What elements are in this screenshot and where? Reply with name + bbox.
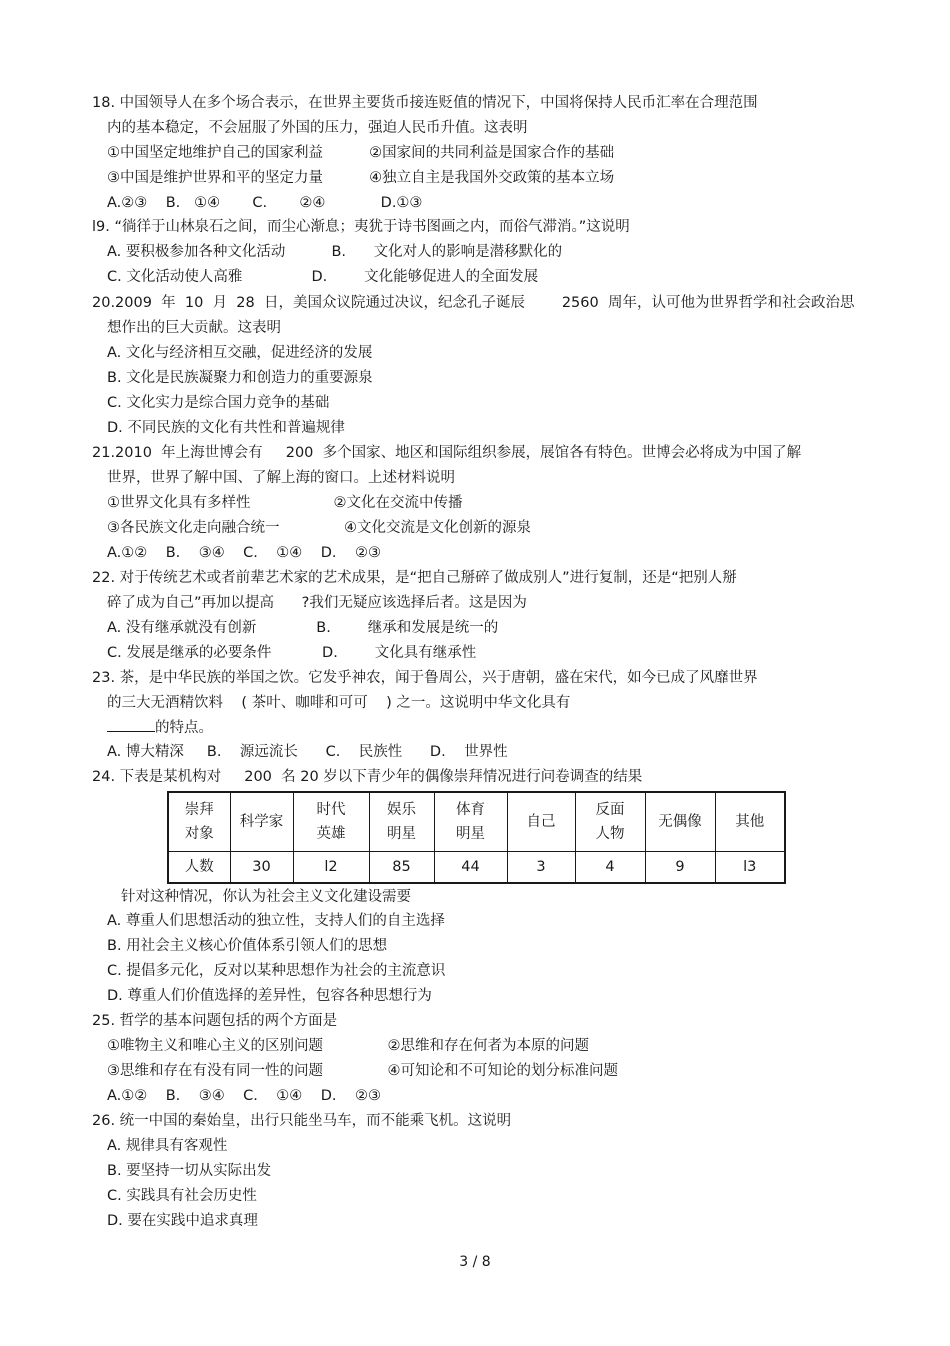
q23-options: A. 博大精深 B. 源远流长 C. 民族性 D. 世界性: [107, 744, 508, 760]
q26-option-c: C. 实践具有社会历史性: [107, 1188, 257, 1204]
q20-option-a: A. 文化与经济相互交融，促进经济的发展: [107, 345, 373, 361]
q20-stem-line2: 想作出的巨大贡献。这表明: [107, 320, 281, 336]
q21-statements-1: ①世界文化具有多样性 ②文化在交流中传播: [107, 495, 463, 511]
q19-options-cd: C. 文化活动使人高雅 D. 文化能够促进人的全面发展: [107, 269, 539, 285]
table-value-cell: 人数: [168, 852, 230, 884]
q24-stem: 24. 下表是某机构对 200 名 20 岁以下青少年的偶像崇拜情况进行问卷调查的结果: [92, 769, 643, 785]
answer-blank: [107, 717, 155, 732]
q19-stem: l9. “徜徉于山林泉石之间，而尘心渐息；夷犹于诗书图画之内，而俗气滞消。”这说明: [92, 219, 630, 235]
table-value-row: [168, 852, 785, 884]
survey-table: [167, 791, 786, 884]
table-value-cell: l3: [715, 852, 785, 884]
q23-stem-line1: 23. 茶，是中华民族的举国之饮。它发乎神农，闻于鲁周公，兴于唐朝，盛在宋代，如今已成了风靡世界: [92, 670, 758, 686]
q23-stem-line3: [107, 717, 213, 738]
table-header-cell: 科学家: [230, 792, 293, 852]
q23-stem-line3-text: 的特点。: [155, 720, 213, 736]
q21-stem-line1: 21.2010 年上海世博会有 200 多个国家、地区和国际组织参展，展馆各有特色。世博会必将成为中国了解: [92, 445, 802, 461]
table-value-cell: 85: [369, 852, 434, 884]
q26-stem: 26. 统一中国的秦始皇，出行只能坐马车，而不能乘飞机。这说明: [92, 1113, 512, 1129]
table-value-cell: 9: [645, 852, 715, 884]
q26-option-b: B. 要坚持一切从实际出发: [107, 1163, 272, 1179]
q21-statements-2: ③各民族文化走向融合统一 ④文化交流是文化创新的源泉: [107, 520, 532, 536]
q18-stem-line2: 内的基本稳定，不会屈服了外国的压力，强迫人民币升值。这表明: [107, 120, 528, 136]
table-header-cell: 其他: [715, 792, 785, 852]
q24-option-a: A. 尊重人们思想活动的独立性，支持人们的自主选择: [107, 913, 445, 929]
table-header-cell: 自己: [507, 792, 575, 852]
q24-prompt: 针对这种情况，你认为社会主义文化建设需要: [121, 889, 411, 905]
q18-statements-1: ①中国坚定地维护自己的国家利益 ②国家间的共同利益是国家合作的基础: [107, 145, 615, 161]
q24-option-b: B. 用社会主义核心价值体系引领人们的思想: [107, 938, 388, 954]
q25-options: A.①② B. ③④ C. ①④ D. ②③: [107, 1088, 381, 1104]
q18-statements-2: ③中国是维护世界和平的坚定力量 ④独立自主是我国外交政策的基本立场: [107, 170, 615, 186]
q19-options-ab: A. 要积极参加各种文化活动 B. 文化对人的影响是潜移默化的: [107, 244, 563, 260]
q22-options-cd: C. 发展是继承的必要条件 D. 文化具有继承性: [107, 645, 477, 661]
q22-options-ab: A. 没有继承就没有创新 B. 继承和发展是统一的: [107, 620, 499, 636]
q18-stem-line1: 18. 中国领导人在多个场合表示，在世界主要货币接连贬值的情况下，中国将保持人民币汇率在合理范围: [92, 95, 758, 111]
q20-stem-line1: 20.2009 年 10 月 28 日，美国众议院通过决议，纪念孔子诞辰 2560 周年，认可他为世界哲学和社会政治思: [92, 295, 855, 311]
table-header-cell: 崇拜 对象: [168, 792, 230, 852]
q24-option-d: D. 尊重人们价值选择的差异性，包容各种思想行为: [107, 988, 432, 1004]
q21-stem-line2: 世界，世界了解中国、了解上海的窗口。上述材料说明: [107, 470, 455, 486]
q26-option-a: A. 规律具有客观性: [107, 1138, 228, 1154]
table-header-cell: 娱乐 明星: [369, 792, 434, 852]
q26-option-d: D. 要在实践中追求真理: [107, 1213, 258, 1229]
page-number: 3 / 8: [459, 1254, 491, 1270]
q20-option-d: D. 不同民族的文化有共性和普遍规律: [107, 420, 345, 436]
table-value-cell: 30: [230, 852, 293, 884]
table-value-cell: 3: [507, 852, 575, 884]
table-header-cell: 时代 英雄: [293, 792, 369, 852]
q25-stem: 25. 哲学的基本问题包括的两个方面是: [92, 1013, 338, 1029]
table-value-cell: 4: [575, 852, 645, 884]
table-header-cell: 反面 人物: [575, 792, 645, 852]
table-value-cell: l2: [293, 852, 369, 884]
table-value-cell: 44: [434, 852, 507, 884]
q22-stem-line2: 碎了成为自己”再加以提高 ?我们无疑应该选择后者。这是因为: [107, 595, 527, 611]
q24-option-c: C. 提倡多元化，反对以某种思想作为社会的主流意识: [107, 963, 446, 979]
table-header-row: [168, 792, 785, 852]
q18-options: A.②③ B. ①④ C. ②④ D.①③: [107, 195, 423, 211]
q20-option-b: B. 文化是民族凝聚力和创造力的重要源泉: [107, 370, 373, 386]
q23-stem-line2: 的三大无酒精饮料 ( 茶叶、咖啡和可可 ) 之一。这说明中华文化具有: [107, 695, 571, 711]
q25-statements-1: ①唯物主义和唯心主义的区别问题 ②思维和存在何者为本原的问题: [107, 1038, 590, 1054]
table-header-cell: 体育 明星: [434, 792, 507, 852]
table-header-cell: 无偶像: [645, 792, 715, 852]
q25-statements-2: ③思维和存在有没有同一性的问题 ④可知论和不可知论的划分标准问题: [107, 1063, 619, 1079]
q21-options: A.①② B. ③④ C. ①④ D. ②③: [107, 545, 381, 561]
q22-stem-line1: 22. 对于传统艺术或者前辈艺术家的艺术成果，是“把自己掰碎了做成别人”进行复制，还是“把别人掰: [92, 570, 737, 586]
q20-option-c: C. 文化实力是综合国力竞争的基础: [107, 395, 330, 411]
